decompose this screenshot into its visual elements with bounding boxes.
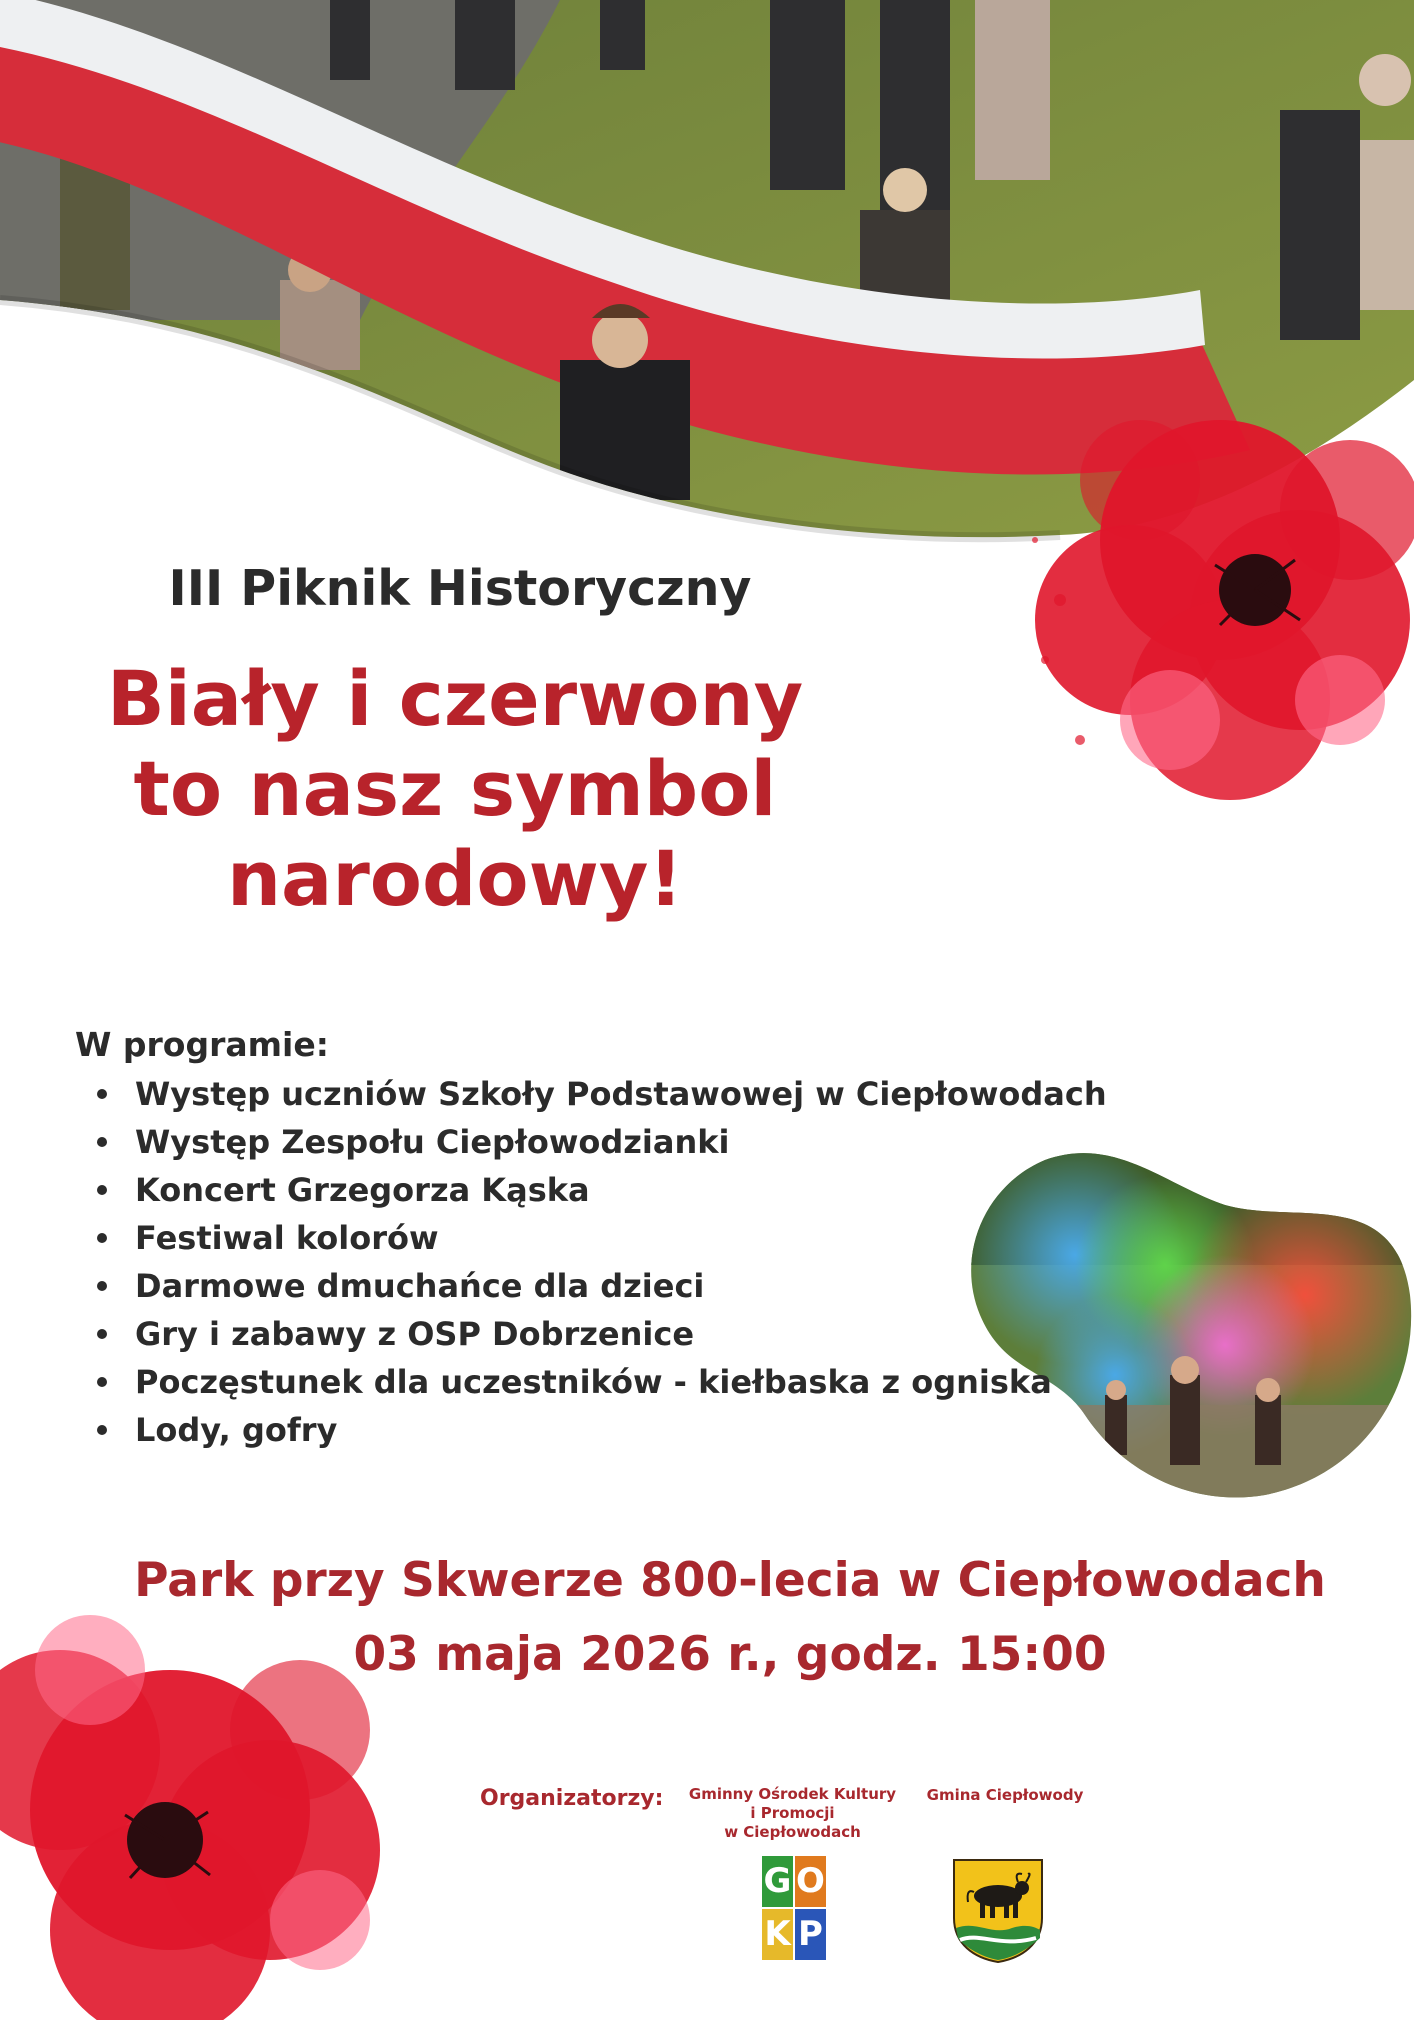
organizer-gokip-line: Gminny Ośrodek Kultury — [688, 1785, 897, 1803]
gokip-logo-letter: K — [762, 1909, 793, 1960]
program-item: Poczęstunek dla uczestników - kiełbaska z ogniska — [95, 1358, 1107, 1406]
headline-line: narodowy! — [226, 834, 684, 923]
organizer-gokip-line: w Ciepłowodach — [724, 1823, 861, 1841]
headline-line: Biały i czerwony — [106, 654, 804, 743]
program-item: Festiwal kolorów — [95, 1214, 1107, 1262]
program-item: Występ Zespołu Ciepłowodzianki — [95, 1118, 1107, 1166]
gokip-logo — [762, 1856, 828, 1962]
gmina-cieplowody-crest — [952, 1858, 1044, 1964]
program-item: Występ uczniów Szkoły Podstawowej w Ciepłowodach — [95, 1070, 1107, 1118]
gokip-logo-letter: O — [795, 1856, 826, 1907]
poppy-flower-top — [1020, 360, 1414, 840]
program-heading: W programie: — [75, 1025, 329, 1064]
event-datetime: 03 maja 2026 r., godz. 15:00 — [353, 1627, 1107, 1682]
organizer-gmina-name: Gmina Ciepłowody — [926, 1786, 1084, 1804]
organizer-gokip-name — [680, 1785, 905, 1842]
organizers-label: Organizatorzy: — [480, 1786, 664, 1811]
program-item: Koncert Grzegorza Kąska — [95, 1166, 1107, 1214]
program-item: Darmowe dmuchańce dla dzieci — [95, 1262, 1107, 1310]
program-item: Lody, gofry — [95, 1406, 1107, 1454]
event-headline — [50, 654, 860, 924]
event-subtitle: III Piknik Historyczny — [168, 560, 752, 617]
program-list — [95, 1070, 1107, 1454]
program-item: Gry i zabawy z OSP Dobrzenice — [95, 1310, 1107, 1358]
gokip-logo-letter: G — [762, 1856, 793, 1907]
event-venue: Park przy Skwerze 800-lecia w Ciepłowodach — [134, 1553, 1326, 1608]
headline-line: to nasz symbol — [133, 744, 777, 833]
organizer-gokip-line: i Promocji — [750, 1804, 835, 1822]
gokip-logo-letter: P — [795, 1909, 826, 1960]
